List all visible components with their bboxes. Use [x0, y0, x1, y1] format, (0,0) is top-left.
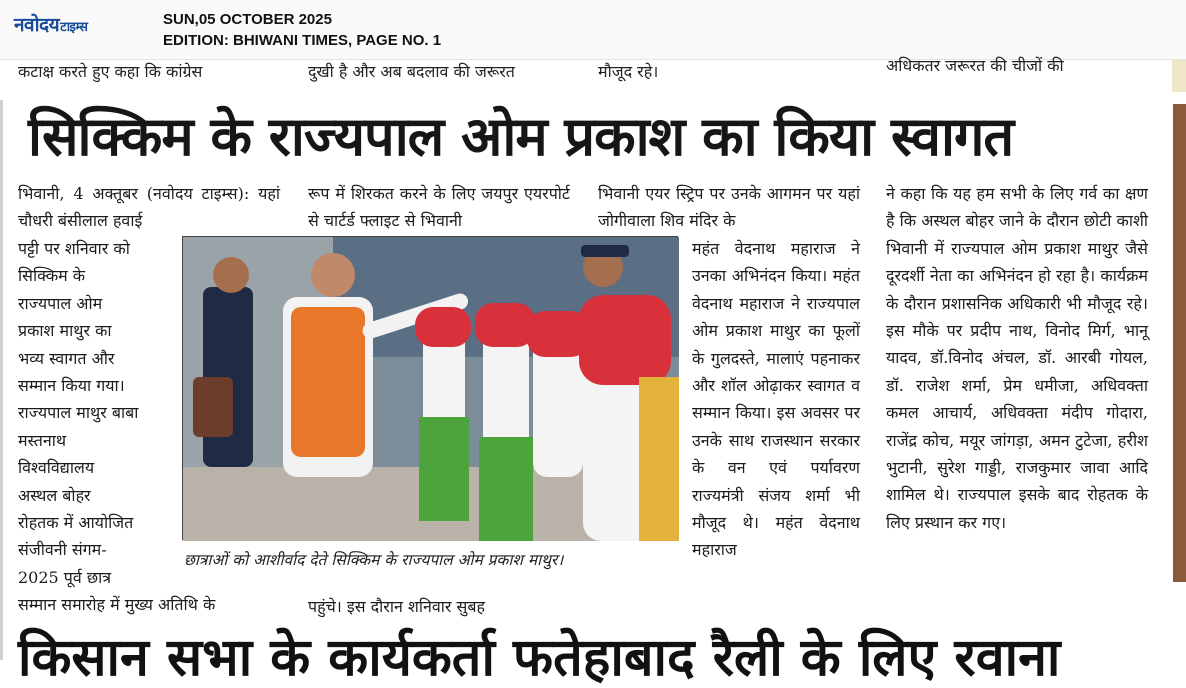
governor-greeting-photo — [183, 237, 679, 541]
article-col1-line: राज्यपाल ओम — [18, 293, 103, 313]
article-col1-line: विश्वविद्यालय — [18, 458, 95, 478]
article-headline: सिक्किम के राज्यपाल ओम प्रकाश का किया स्वागत — [28, 105, 1014, 168]
article-col1-line: मस्तनाथ — [18, 430, 67, 450]
edition-line: EDITION: BHIWANI TIMES, PAGE NO. 1 — [163, 32, 442, 49]
article-col1-line: अस्थल बोहर — [18, 485, 91, 505]
article-col1-line: सिक्किम के — [18, 266, 86, 286]
previous-story-col3: मौजूद रहे। — [598, 62, 659, 81]
date-line: SUN,05 OCTOBER 2025 — [163, 11, 332, 28]
article-col1-line: सम्मान समारोह में मुख्य अतिथि के — [18, 595, 216, 615]
article-col1-line: पट्टी पर शनिवार को — [18, 239, 130, 258]
article-col2-bottom: पहुंचे। इस दौरान शनिवार सुबह — [308, 597, 485, 616]
adjacent-page-strip — [1172, 60, 1186, 663]
article-col3-top: भिवानी एयर स्ट्रिप पर उनके आगमन पर यहां जोगीवाला शिव मंदिर के — [598, 184, 860, 231]
next-story-headline: किसान सभा के कार्यकर्ता फतेहाबाद रैली के लिए रवाना — [18, 628, 1061, 688]
article-col1-line: सम्मान किया गया। — [18, 376, 125, 396]
adjacent-page-photo — [1173, 104, 1186, 582]
article-col1-line: संजीवनी संगम- — [18, 540, 107, 560]
logo-small-text: टाइम्स — [60, 20, 88, 35]
article-col1-narrow — [18, 235, 216, 621]
newspaper-page — [0, 56, 1186, 688]
column-rule — [0, 100, 3, 660]
previous-story-col2: दुखी है और अब बदलाव की जरूरत — [308, 62, 515, 81]
edition-meta — [163, 9, 441, 51]
article-col3-narrow: महंत वेदनाथ महाराज ने उनका अभिनंदन किया। महंत वेदनाथ महाराज ने राज्यपाल ओम प्रकाश माथुर का फूलों के गुलदस्ते, मालाएं पहनाकर और शॉल ओढ़ाकर स्वागत व सम्मान किया। इस अवसर पर उनके साथ राजस्थान सरकार के वन एवं पर्यावरण राज्यमंत्री संजय शर्मा भी मौजूद थे। महंत वेदनाथ महाराज — [692, 239, 860, 560]
photo-caption: छात्राओं को आशीर्वाद देते सिक्किम के राज्यपाल ओम प्रकाश माथुर। — [184, 551, 564, 569]
article-col1-line: रोहतक में आयोजित — [18, 513, 134, 533]
newspaper-logo[interactable] — [14, 11, 87, 37]
article-col2-top: रूप में शिरकत करने के लिए जयपुर एयरपोर्ट से चार्टर्ड फ्लाइट से भिवानी — [308, 184, 570, 231]
article-col1-top: भिवानी, 4 अक्तूबर (नवोदय टाइम्स): यहां चौधरी बंसीलाल हवाई — [18, 184, 280, 231]
previous-story-col4: अधिकतर जरूरत की चीजों की — [886, 56, 1064, 75]
article-photo[interactable] — [182, 236, 678, 540]
article-col4: ने कहा कि यह हम सभी के लिए गर्व का क्षण है कि अस्थल बोहर जाने के दौरान छोटी काशी भिवानी में राज्यपाल ओम प्रकाश माथुर जैसे दूरदर्शी नेता का अभिनंदन हो रहा है। कार्यक्रम के दौरान प्रशासनिक अधिकारी भी मौजूद रहे। इस मौके पर प्रदीप नाथ, विनोद मिर्ग, भानू यादव, डॉ.विनोद अंचल, डॉ. आरबी गोयल, डॉ. राजेश शर्मा, प्रेम धमीजा, अधिवक्ता कमल आचार्य, अधिवक्ता मंदीप गोदारा, राजेंद्र कोच, मयूर जांगड़ा, अमन टुटेजा, हरीश भुटानी, सुरेश गाड्डी, राजकुमार जावा आदि शामिल थे। राज्यपाल इसके बाद रोहतक के लिए प्रस्थान कर गए। — [886, 184, 1148, 532]
adjacent-page-top — [1172, 60, 1186, 92]
previous-story-col1: कटाक्ष करते हुए कहा कि कांग्रेस — [18, 62, 203, 81]
article-col1-line: भव्य स्वागत और — [18, 348, 115, 368]
article-col1-line: प्रकाश माथुर का — [18, 321, 112, 341]
logo-main-text: नवोदय — [14, 14, 60, 36]
article-col1-line: 2025 पूर्व छात्र — [18, 567, 112, 587]
header-bar — [0, 0, 1186, 60]
article-col1-line: राज्यपाल माथुर बाबा — [18, 403, 139, 423]
